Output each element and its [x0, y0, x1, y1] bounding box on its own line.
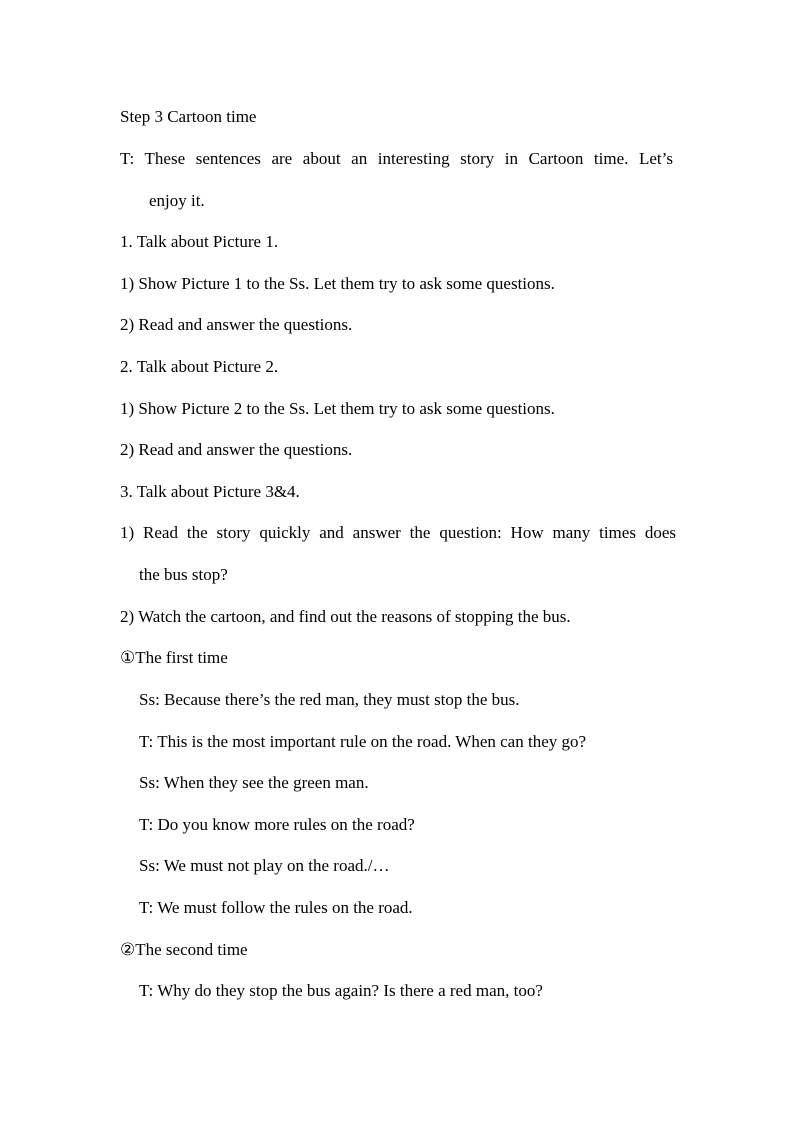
dialogue-line: Ss: We must not play on the road./… — [139, 856, 390, 875]
dialogue-line: T: Why do they stop the bus again? Is there a red man, too? — [139, 981, 543, 1000]
second-time-heading — [120, 940, 248, 960]
dialogue-line: Ss: When they see the green man. — [139, 773, 369, 792]
dialogue-line: T: Do you know more rules on the road? — [139, 815, 415, 834]
intro-line-2: enjoy it. — [149, 191, 205, 210]
first-time-label: The first time — [135, 648, 228, 667]
section-3-item-1-line-2: the bus stop? — [139, 565, 228, 584]
section-1-item-2: 2) Read and answer the questions. — [120, 315, 353, 334]
dialogue-line: T: We must follow the rules on the road. — [139, 898, 413, 917]
section-3-item-1-line-1: 1) Read the story quickly and answer the question: How many times does — [120, 523, 676, 542]
second-time-label: The second time — [135, 940, 248, 959]
section-1-title: 1. Talk about Picture 1. — [120, 232, 279, 251]
dialogue-line: T: This is the most important rule on the road. When can they go? — [139, 732, 587, 751]
section-2-item-1: 1) Show Picture 2 to the Ss. Let them try to ask some questions. — [120, 399, 555, 418]
circled-one-marker: ① — [120, 648, 136, 668]
intro-line-1: T: These sentences are about an interesting story in Cartoon time. Let’s — [120, 149, 673, 168]
section-3-title: 3. Talk about Picture 3&4. — [120, 482, 300, 501]
section-3-item-2: 2) Watch the cartoon, and find out the reasons of stopping the bus. — [120, 607, 571, 626]
section-1-item-1: 1) Show Picture 1 to the Ss. Let them try to ask some questions. — [120, 274, 555, 293]
step-heading: Step 3 Cartoon time — [120, 107, 257, 126]
first-time-heading — [120, 648, 228, 668]
dialogue-line: Ss: Because there’s the red man, they must stop the bus. — [139, 690, 520, 709]
section-2-title: 2. Talk about Picture 2. — [120, 357, 279, 376]
circled-two-marker: ② — [120, 940, 136, 960]
section-2-item-2: 2) Read and answer the questions. — [120, 440, 353, 459]
